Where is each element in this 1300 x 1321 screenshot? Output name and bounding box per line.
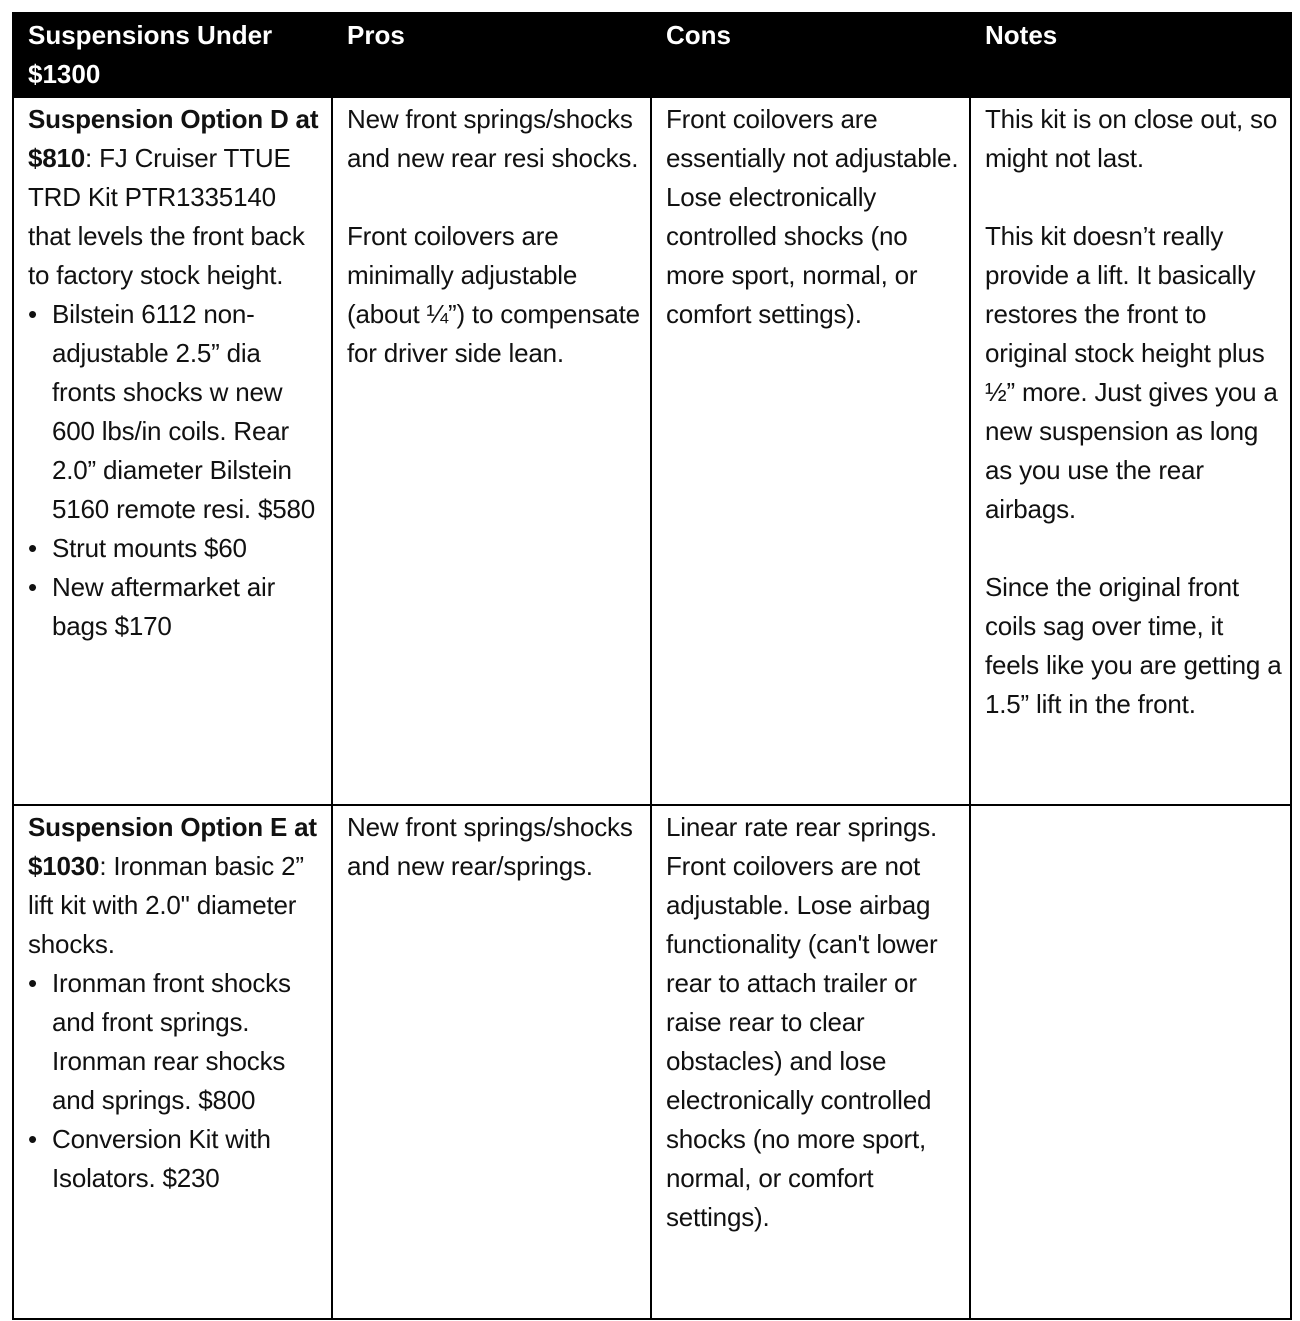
table-row-option-e [13, 805, 1291, 1319]
option-d-description [28, 100, 323, 295]
table-row-option-d [13, 97, 1291, 805]
option-d-bullet-list [28, 295, 323, 646]
option-e-pros-paragraph: New front springs/shocks and new rear/springs. [347, 812, 633, 881]
option-d-notes-paragraph: Since the original front coils sag over time, it feels like you are getting a 1.5” lift in the front. [985, 572, 1282, 719]
option-d-bullet: • Bilstein 6112 non-adjustable 2.5” dia fronts shocks w new 600 lbs/in coils. Rear 2.0” diameter Bilstein 5160 remote resi. $580 [28, 295, 323, 529]
header-suspensions: Suspensions Under $1300 [13, 13, 332, 97]
suspension-comparison-table [12, 12, 1292, 1320]
option-d-pros-paragraph: New front springs/shocks and new rear resi shocks. [347, 104, 639, 173]
option-d-cell [13, 97, 332, 805]
option-e-title: Suspension Option E at $1030 [28, 812, 317, 881]
option-d-pros-cell [332, 97, 651, 805]
option-e-text: : Ironman basic 2” lift kit with 2.0" diameter shocks. [28, 851, 304, 959]
option-e-cons-cell [651, 805, 970, 1319]
option-d-title: Suspension Option D at $810 [28, 104, 319, 173]
option-e-cons-paragraph: Linear rate rear springs. Front coilovers are not adjustable. Lose airbag functionality (can't lower rear to attach trailer or raise rear to clear obstacles) and lose electronically controlled shocks (no more sport, normal, or comfort settings). [666, 812, 938, 1232]
option-d-pros-paragraph: Front coilovers are minimally adjustable (about ¼”) to compensate for driver side lean. [347, 221, 640, 368]
option-e-bullet: • Ironman front shocks and front springs. Ironman rear shocks and springs. $800 [28, 964, 323, 1120]
option-d-bullet: • Strut mounts $60 [28, 529, 323, 568]
header-notes: Notes [970, 13, 1291, 97]
option-d-notes-paragraph: This kit is on close out, so might not last. [985, 104, 1278, 173]
option-e-cell [13, 805, 332, 1319]
option-d-cons-paragraph: Front coilovers are essentially not adjustable. Lose electronically controlled shocks (no more sport, normal, or comfort settings). [666, 104, 959, 329]
option-d-bullet: • New aftermarket air bags $170 [28, 568, 323, 646]
option-e-bullet: • Conversion Kit with Isolators. $230 [28, 1120, 323, 1198]
header-row [13, 13, 1291, 97]
option-e-notes-cell [970, 805, 1291, 1319]
option-e-pros-cell [332, 805, 651, 1319]
option-d-notes-cell [970, 97, 1291, 805]
option-d-cons-cell [651, 97, 970, 805]
header-cons: Cons [651, 13, 970, 97]
option-d-text: : FJ Cruiser TTUE TRD Kit PTR1335140 that levels the front back to factory stock height. [28, 143, 305, 290]
header-pros: Pros [332, 13, 651, 97]
option-e-bullet-list [28, 964, 323, 1198]
option-e-description [28, 808, 323, 964]
option-d-notes-paragraph: This kit doesn’t really provide a lift. It basically restores the front to original stock height plus ½” more. Just gives you a new suspension as long as you use the rear airbags. [985, 221, 1278, 524]
